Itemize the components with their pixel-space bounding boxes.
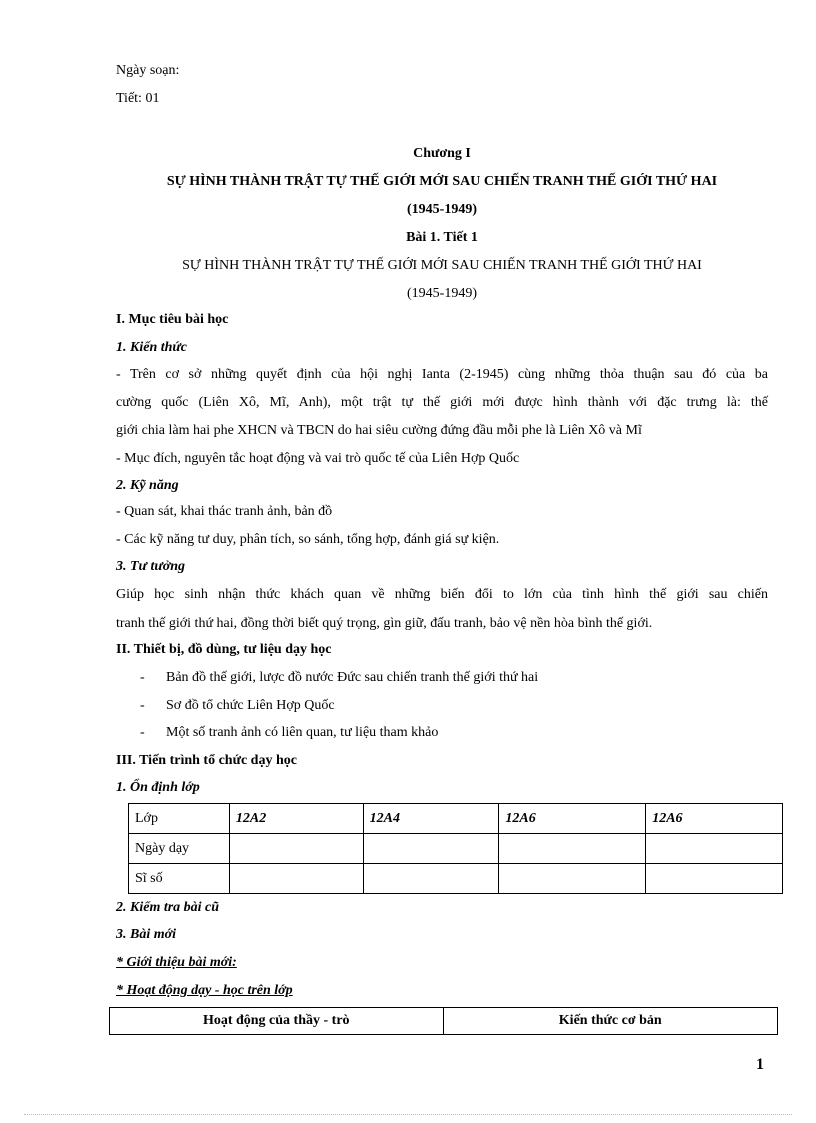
thinking-title: 3. Tư tưởng xyxy=(116,559,186,574)
section-objectives-title: I. Mục tiêu bài học xyxy=(116,312,229,327)
chapter-years: (1945-1949) xyxy=(407,202,477,217)
table-cell xyxy=(499,864,646,894)
table-cell: Sĩ số xyxy=(129,864,230,894)
activity-table xyxy=(109,1007,778,1035)
chapter-title: Chương I xyxy=(413,146,471,161)
page-bottom-divider xyxy=(24,1114,792,1115)
equipment-item: - Sơ đồ tổ chức Liên Hợp Quốc xyxy=(140,698,335,713)
lesson-years: (1945-1949) xyxy=(407,286,477,301)
period-label: Tiết: 01 xyxy=(116,91,160,106)
new-lesson-title: 3. Bài mới xyxy=(116,927,177,942)
section-process-title: III. Tiến trình tổ chức dạy học xyxy=(116,753,297,768)
table-row xyxy=(110,1008,778,1035)
activity-title: * Hoạt động dạy - học trên lớp xyxy=(116,983,293,998)
chapter-heading: SỰ HÌNH THÀNH TRẬT TỰ THẾ GIỚI MỚI SAU CHIẾN TRANH THẾ GIỚI THỨ HAI xyxy=(166,174,718,189)
lesson-heading: SỰ HÌNH THÀNH TRẬT TỰ THẾ GIỚI MỚI SAU CHIẾN TRANH THẾ GIỚI THỨ HAI xyxy=(182,258,702,273)
table-cell: 12A6 xyxy=(646,804,783,834)
knowledge-line: cường quốc (Liên Xô, Mĩ, Anh), một trật tự thế giới mới được hình thành với đặc trưng là: thế xyxy=(116,395,768,410)
table-cell: Ngày dạy xyxy=(129,834,230,864)
skills-title: 2. Kỹ năng xyxy=(116,478,179,493)
table-cell xyxy=(363,834,499,864)
table-row xyxy=(129,864,783,894)
lesson-title: Bài 1. Tiết 1 xyxy=(406,230,478,245)
table-cell xyxy=(363,864,499,894)
class-table xyxy=(128,803,783,894)
knowledge-line: - Trên cơ sở những quyết định của hội nghị Ianta (2-1945) cùng những thỏa thuận sau đó của ba xyxy=(116,367,768,382)
table-cell: Lớp xyxy=(129,804,230,834)
table-cell: 12A6 xyxy=(499,804,646,834)
thinking-line: Giúp học sinh nhận thức khách quan về những biến đổi to lớn của tình hình thế giới sau chiến xyxy=(116,587,768,602)
skills-line: - Quan sát, khai thác tranh ảnh, bản đồ xyxy=(116,504,333,519)
table-cell xyxy=(646,834,783,864)
knowledge-line: - Mục đích, nguyên tắc hoạt động và vai trò quốc tế của Liên Hợp Quốc xyxy=(116,451,520,466)
stabilize-title: 1. Ổn định lớp xyxy=(116,780,200,795)
skills-line: - Các kỹ năng tư duy, phân tích, so sánh, tổng hợp, đánh giá sự kiện. xyxy=(116,532,500,547)
review-title: 2. Kiểm tra bài cũ xyxy=(116,900,220,915)
table-cell xyxy=(229,834,363,864)
table-row xyxy=(129,834,783,864)
equipment-item: - Một số tranh ảnh có liên quan, tư liệu tham khảo xyxy=(140,725,439,740)
table-cell xyxy=(499,834,646,864)
table-header-cell: Hoạt động của thầy - trò xyxy=(110,1008,444,1035)
table-cell xyxy=(229,864,363,894)
knowledge-title: 1. Kiến thức xyxy=(116,340,188,355)
table-header-cell: Kiến thức cơ bản xyxy=(443,1008,778,1035)
intro-title: * Giới thiệu bài mới: xyxy=(116,955,237,970)
table-cell: 12A4 xyxy=(363,804,499,834)
table-cell xyxy=(646,864,783,894)
thinking-line: tranh thế giới thứ hai, đồng thời biết quý trọng, gìn giữ, đấu tranh, bảo vệ nền hòa bình thế giới. xyxy=(116,616,653,631)
knowledge-line: giới chia làm hai phe XHCN và TBCN do hai siêu cường đứng đầu mỗi phe là Liên Xô và Mĩ xyxy=(116,423,642,438)
table-cell: 12A2 xyxy=(229,804,363,834)
page-number: 1 xyxy=(756,1056,764,1073)
table-row xyxy=(129,804,783,834)
date-label: Ngày soạn: xyxy=(116,63,180,78)
section-equipment-title: II. Thiết bị, đồ dùng, tư liệu dạy học xyxy=(116,642,332,657)
equipment-item: - Bản đồ thế giới, lược đồ nước Đức sau chiến tranh thế giới thứ hai xyxy=(140,670,539,685)
